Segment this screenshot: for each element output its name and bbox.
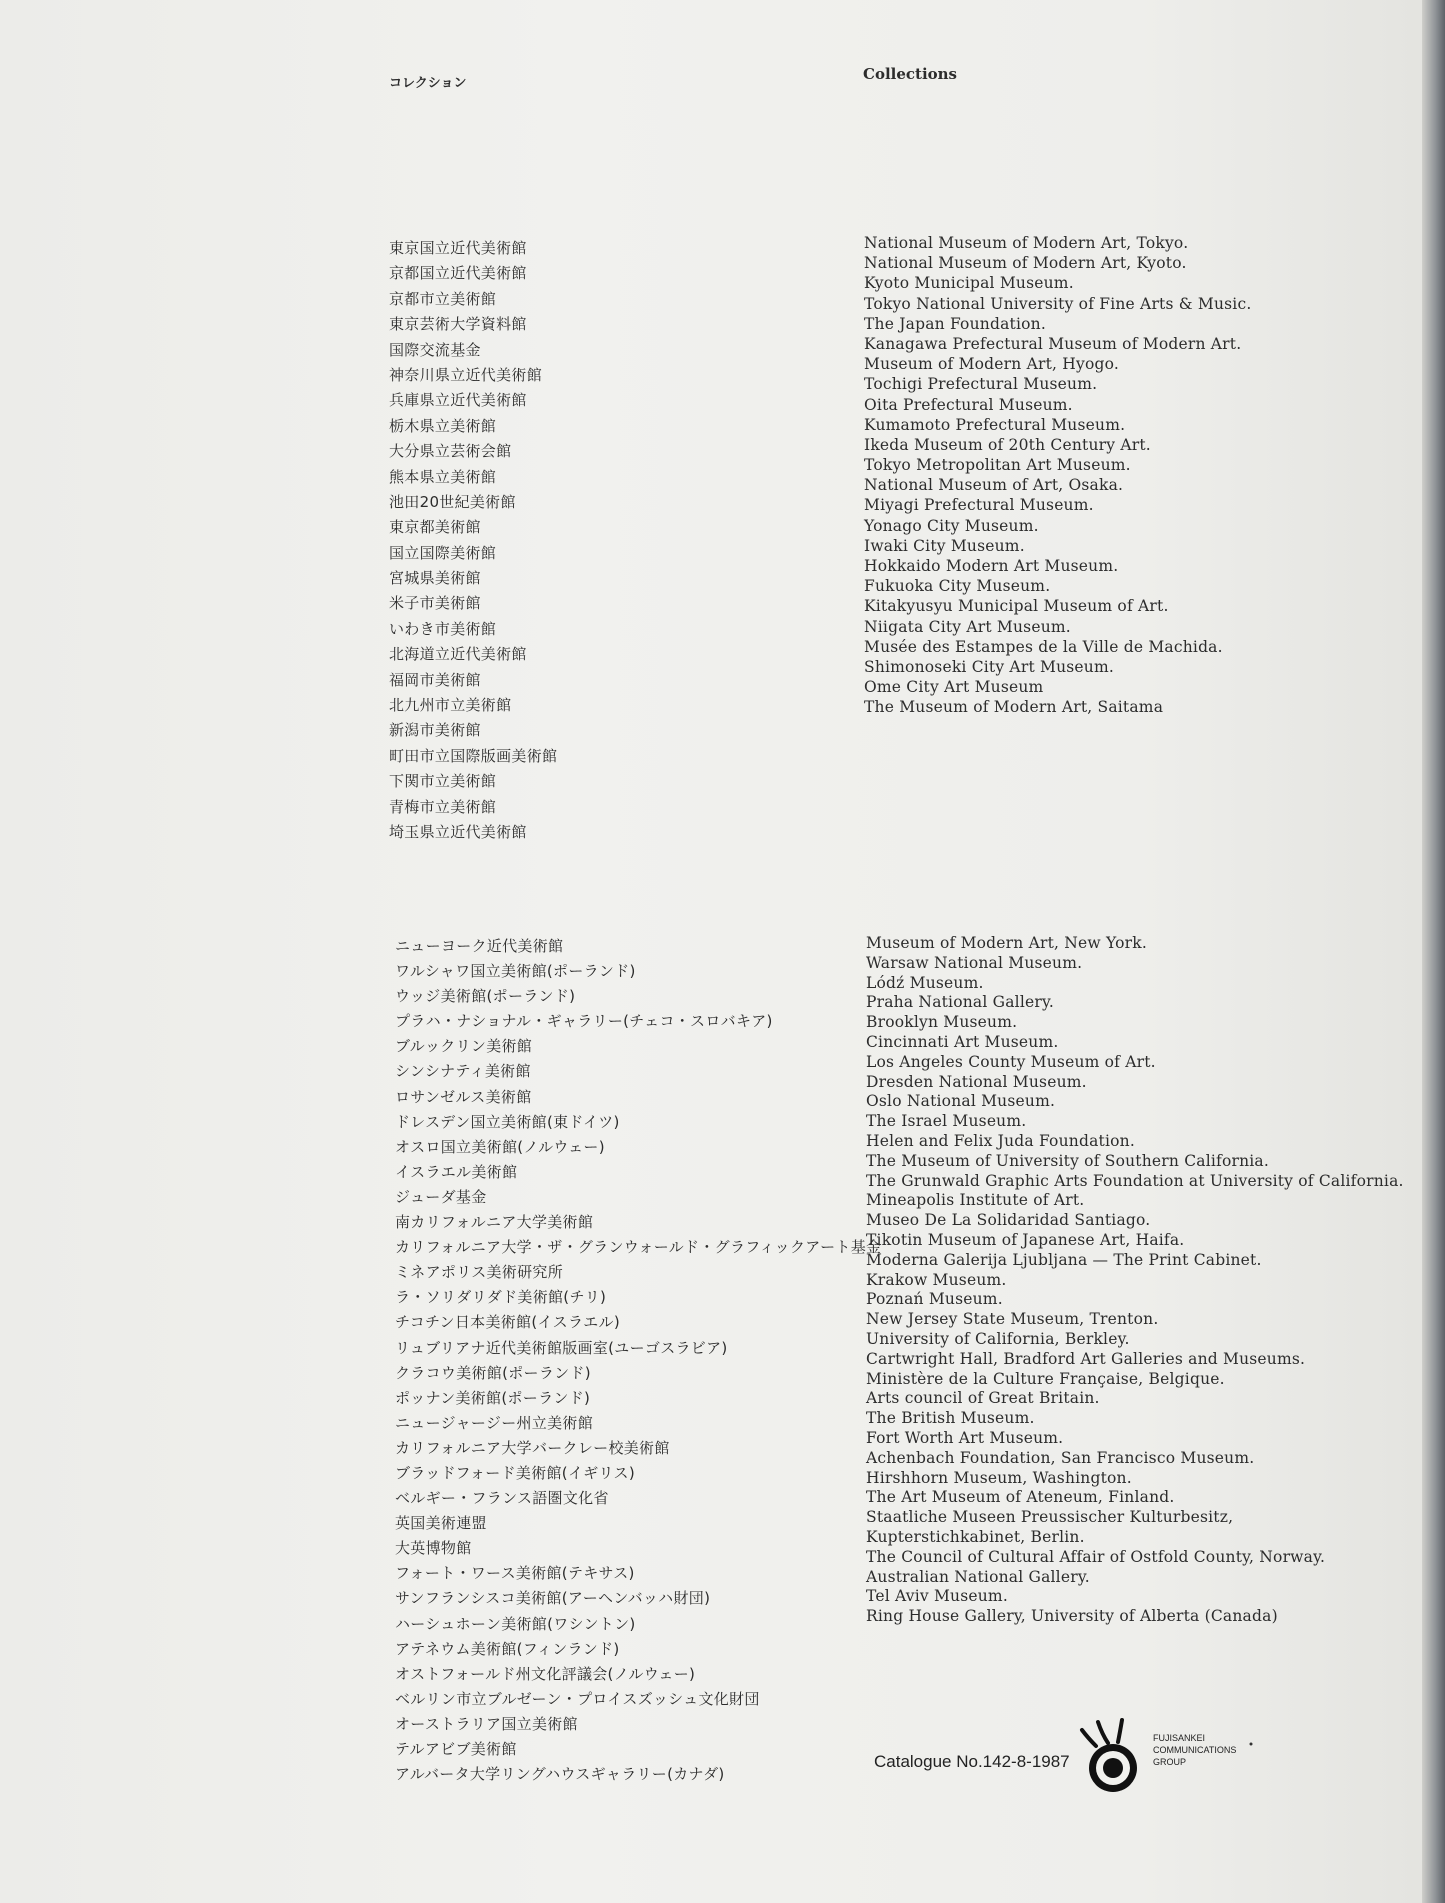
foreign-collections-english [866, 934, 1404, 1627]
collection-item: Ikeda Museum of 20th Century Art. [864, 435, 1151, 454]
collection-item: Moderna Galerija Ljubljana — The Print Cabinet. [866, 1250, 1262, 1269]
collection-item: Kanagawa Prefectural Museum of Modern Art. [864, 334, 1242, 353]
collection-item: オーストラリア国立美術館 [395, 1714, 578, 1733]
domestic-collections-english [864, 233, 1251, 718]
collection-item: 京都市立美術館 [389, 289, 497, 308]
catalogue-number: Catalogue No.142-8-1987 [874, 1752, 1070, 1771]
collection-item: Helen and Felix Juda Foundation. [866, 1131, 1135, 1150]
collection-item: Tokyo National University of Fine Arts & Music. [864, 294, 1252, 313]
collection-item: Museum of Modern Art, New York. [866, 934, 1147, 952]
collection-item: Ring House Gallery, University of Alberta (Canada) [866, 1607, 1278, 1626]
collection-item: 大英博物館 [395, 1539, 472, 1558]
collection-item: ウッジ美術館(ポーランド) [395, 987, 576, 1006]
collection-item: 福岡市美術館 [389, 670, 481, 689]
collection-item: Fort Worth Art Museum. [866, 1428, 1064, 1447]
collection-item: 英国美術連盟 [395, 1514, 487, 1533]
collection-item: Kumamoto Prefectural Museum. [864, 415, 1126, 434]
collection-item: 熊本県立美術館 [389, 467, 497, 486]
heading-japanese: コレクション [389, 76, 467, 91]
collection-item: カリフォルニア大学バークレー校美術館 [395, 1438, 670, 1457]
collection-item: 宮城県美術館 [389, 569, 481, 588]
collection-item: カリフォルニア大学・ザ・グランウォールド・グラフィックアート基金 [395, 1238, 882, 1257]
collection-item: 北九州市立美術館 [389, 696, 512, 715]
collection-item: ニュージャージー州立美術館 [395, 1413, 594, 1432]
collection-item: 国立国際美術館 [389, 543, 497, 562]
collection-item: Warsaw National Museum. [866, 953, 1083, 972]
collection-item: チコチン日本美術館(イスラエル) [395, 1313, 621, 1332]
collection-item: 京都国立近代美術館 [389, 264, 527, 283]
collection-item: 国際交流基金 [389, 340, 481, 359]
collection-item: The Museum of Modern Art, Saitama [864, 698, 1164, 717]
collection-item: 北海道立近代美術館 [389, 645, 527, 664]
collection-item: New Jersey State Museum, Trenton. [866, 1310, 1159, 1329]
collection-item: 神奈川県立近代美術館 [389, 365, 543, 384]
collection-item: 東京芸術大学資料館 [389, 315, 527, 334]
collection-item: The British Museum. [866, 1409, 1035, 1428]
collection-item: Kyoto Municipal Museum. [864, 274, 1074, 293]
collection-item: Tikotin Museum of Japanese Art, Haifa. [866, 1230, 1185, 1249]
collection-item: プラハ・ナショナル・ギャラリー(チェコ・スロバキア) [395, 1012, 773, 1031]
collection-item: テルアビブ美術館 [395, 1740, 517, 1758]
collection-item: Poznań Museum. [866, 1290, 1003, 1309]
collection-item: Krakow Museum. [866, 1270, 1007, 1289]
collection-item: 埼玉県立近代美術館 [389, 822, 527, 841]
collection-item: ハーシュホーン美術館(ワシントン) [395, 1614, 636, 1633]
collection-item: 米子市美術館 [389, 594, 481, 613]
collection-item: Tochigi Prefectural Museum. [864, 375, 1098, 394]
collection-item: クラコウ美術館(ポーランド) [395, 1363, 591, 1382]
collection-item: Staatliche Museen Preussischer Kulturbesitz, [866, 1508, 1234, 1527]
collection-item: Hokkaido Modern Art Museum. [864, 557, 1119, 575]
page-edge [1422, 0, 1445, 1903]
collection-item: いわき市美術館 [389, 619, 497, 638]
collection-item: Ministère de la Culture Française, Belgique. [866, 1369, 1225, 1388]
collection-item: The Grunwald Graphic Arts Foundation at University of California. [866, 1171, 1404, 1190]
collection-item: 大分県立芸術会館 [389, 442, 512, 461]
collection-item: University of California, Berkley. [866, 1329, 1130, 1348]
collection-item: The Council of Cultural Affair of Ostfold County, Norway. [866, 1547, 1326, 1566]
collection-item: 下関市立美術館 [389, 772, 497, 791]
collection-item: Mineapolis Institute of Art. [866, 1191, 1085, 1210]
collection-item: National Museum of Art, Osaka. [864, 476, 1124, 495]
collection-item: 栃木県立美術館 [389, 416, 497, 435]
collection-item: Dresden National Museum. [866, 1072, 1087, 1091]
collection-item: サンフランシスコ美術館(アーヘンバッハ財団) [395, 1589, 711, 1608]
collection-item: 東京都美術館 [389, 518, 481, 537]
collection-item: Cincinnati Art Museum. [866, 1032, 1059, 1051]
collection-item: Australian National Gallery. [866, 1567, 1090, 1586]
collection-item: ミネアポリス美術研究所 [395, 1263, 564, 1282]
collection-item: Tel Aviv Museum. [866, 1587, 1008, 1606]
collection-item: ブラッドフォード美術館(イギリス) [395, 1463, 636, 1482]
collection-item: National Museum of Modern Art, Tokyo. [864, 234, 1189, 252]
collection-item: Tokyo Metropolitan Art Museum. [864, 456, 1131, 475]
collection-item: Los Angeles County Museum of Art. [866, 1052, 1156, 1071]
collection-item: 青梅市立美術館 [389, 797, 497, 816]
collection-item: Cartwright Hall, Bradford Art Galleries and Museums. [866, 1349, 1306, 1368]
collection-item: シンシナティ美術館 [395, 1062, 531, 1081]
collection-item: Ome City Art Museum [864, 678, 1044, 697]
collection-item: Fukuoka City Museum. [864, 577, 1051, 596]
collection-item: ラ・ソリダリダド美術館(チリ) [395, 1288, 607, 1307]
heading-english: Collections [863, 65, 957, 83]
collection-item: オスロ国立美術館(ノルウェー) [395, 1137, 605, 1156]
collection-item: Iwaki City Museum. [864, 536, 1025, 555]
collection-item: リュブリアナ近代美術館版画室(ユーゴスラビア) [395, 1338, 728, 1357]
collection-item: Yonago City Museum. [864, 516, 1039, 535]
collection-item: Miyagi Prefectural Museum. [864, 496, 1094, 515]
collection-item: The Museum of University of Southern California. [866, 1151, 1270, 1170]
collection-item: 東京国立近代美術館 [389, 239, 527, 257]
collection-item: Museo De La Solidaridad Santiago. [866, 1211, 1151, 1230]
collection-item: Lódź Museum. [866, 973, 984, 992]
collection-item: Achenbach Foundation, San Francisco Museum. [866, 1448, 1255, 1467]
collection-item: Brooklyn Museum. [866, 1013, 1018, 1032]
collection-item: Oita Prefectural Museum. [864, 395, 1073, 414]
collection-item: アルバータ大学リングハウスギャラリー(カナダ) [395, 1765, 725, 1784]
collection-item: Praha National Gallery. [866, 993, 1055, 1012]
collection-item: ブルックリン美術館 [395, 1037, 533, 1056]
collection-item: Kupterstichkabinet, Berlin. [866, 1527, 1085, 1546]
collection-item: Niigata City Art Museum. [864, 617, 1071, 636]
collection-item: ベルギー・フランス語圏文化省 [395, 1489, 609, 1508]
collection-item: ドレスデン国立美術館(東ドイツ) [395, 1112, 620, 1131]
collection-item: イスラエル美術館 [395, 1162, 518, 1181]
collection-item: Shimonoseki City Art Museum. [864, 657, 1114, 676]
collection-item: アテネウム美術館(フィンランド) [395, 1639, 620, 1658]
collection-item: ジューダ基金 [395, 1187, 487, 1206]
collection-item: 池田20世紀美術館 [389, 492, 516, 511]
collection-item: ニューヨーク近代美術館 [395, 937, 564, 955]
logo-line: FUJISANKEI [1153, 1733, 1206, 1743]
collection-item: 南カリフォルニア大学美術館 [395, 1213, 594, 1232]
collection-item: Arts council of Great Britain. [866, 1389, 1100, 1408]
collection-item: 新潟市美術館 [389, 721, 481, 740]
collection-item: Musée des Estampes de la Ville de Machida. [864, 637, 1223, 656]
collection-item: 町田市立国際版画美術館 [389, 746, 558, 765]
collection-item: Kitakyusyu Municipal Museum of Art. [864, 597, 1169, 616]
logo-line: GROUP [1153, 1757, 1187, 1767]
domestic-collections-japanese [389, 236, 557, 845]
collection-item: National Museum of Modern Art, Kyoto. [864, 254, 1187, 273]
collection-item: The Japan Foundation. [864, 314, 1046, 333]
collection-item: 兵庫県立近代美術館 [389, 391, 527, 410]
collection-item: Hirshhorn Museum, Washington. [866, 1468, 1132, 1487]
collection-item: ロサンゼルス美術館 [395, 1087, 532, 1106]
logo-wordmark [1153, 1732, 1236, 1768]
collection-item: フォート・ワース美術館(テキサス) [395, 1564, 635, 1583]
collection-item: ベルリン市立ブルゼーン・プロイスズッシュ文化財団 [395, 1689, 760, 1708]
collection-item: ポッナン美術館(ポーランド) [395, 1388, 591, 1407]
collection-item: Oslo National Museum. [866, 1092, 1056, 1111]
collection-item: オストフォールド州文化評議会(ノルウェー) [395, 1664, 696, 1683]
foreign-collections-japanese [395, 934, 881, 1787]
collection-item: The Art Museum of Ateneum, Finland. [866, 1488, 1175, 1507]
collection-item: Museum of Modern Art, Hyogo. [864, 355, 1120, 374]
collection-item: ワルシャワ国立美術館(ポーランド) [395, 962, 636, 981]
logo-line: COMMUNICATIONS [1153, 1745, 1237, 1755]
collection-item: The Israel Museum. [866, 1112, 1027, 1131]
